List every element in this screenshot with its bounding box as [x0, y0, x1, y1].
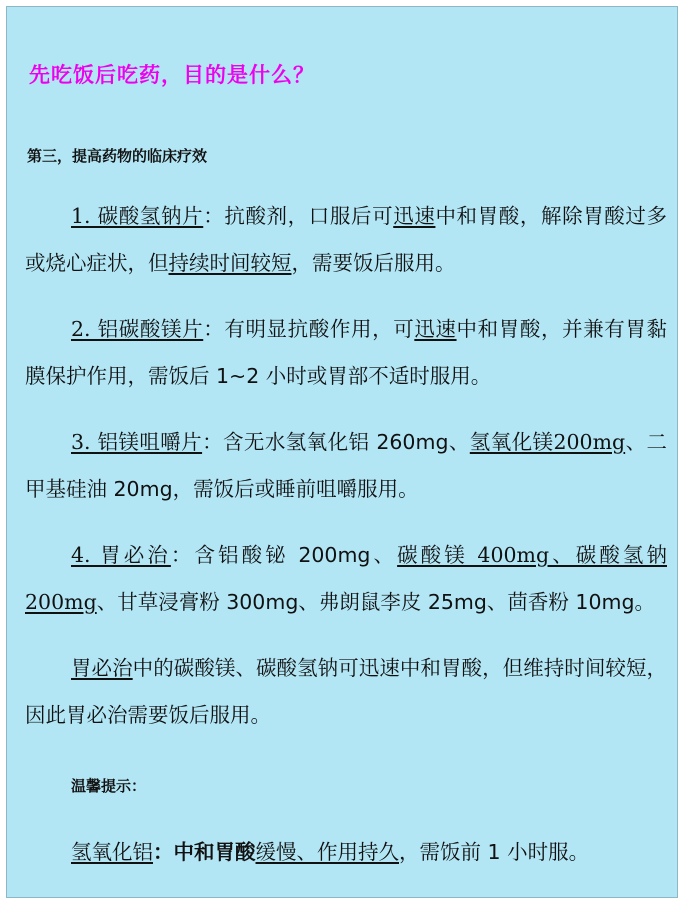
drug-name: 2. 铝碳酸镁片 — [71, 317, 204, 341]
item-text: ，解除胃酸过多或烧心症状，但 — [25, 204, 668, 275]
item-text: 中和胃酸 — [435, 204, 520, 228]
summary-text: 中的碳酸镁、碳酸氢钠可迅速中和胃酸，但维持时间较短，因此胃必治需要饭后服用。 — [25, 656, 668, 727]
tip-label: 温馨提示： — [71, 777, 147, 795]
underlined-text: 迅速 — [414, 317, 457, 341]
article-title: 先吃饭后吃药，目的是什么？ — [29, 62, 315, 87]
tip-text: ，需饭前 1 小时服。 — [399, 840, 590, 864]
item-hydrotalcite — [25, 306, 667, 400]
underlined-text: 氢氧化镁200mg — [469, 430, 626, 454]
item-text: 中和胃酸 — [456, 317, 541, 341]
item-text: ：有明显抗酸作用，可 — [203, 317, 415, 341]
section-heading: 第三，提高药物的临床疗效 — [27, 147, 208, 165]
item-weibizhi — [25, 532, 667, 626]
drug-name: 4. 胃必治 — [71, 543, 171, 567]
tip-paragraph — [71, 829, 589, 876]
item-chewable-tablet — [25, 419, 667, 513]
underlined-text: 缓慢、作用持久 — [255, 840, 399, 864]
summary-paragraph — [25, 645, 667, 739]
item-text: ：含无水氢氧化铝 260mg、 — [202, 430, 470, 454]
item-text: ，需要饭后服用。 — [291, 251, 456, 275]
item-text: 、二甲基硅油 20mg，需饭后或睡前咀嚼服用。 — [25, 430, 667, 501]
underlined-text: 胃必治 — [71, 656, 133, 680]
underlined-text: 碳酸镁 400mg、碳酸氢钠 200mg — [25, 543, 667, 614]
item-text: ：抗酸剂，口服后可 — [203, 204, 394, 228]
underlined-text: 持续时间较短 — [168, 251, 292, 275]
underlined-text: 迅速 — [393, 204, 436, 228]
item-text: ，并兼有胃黏膜保护作用，需饭后 1~2 小时或胃部不适时服用。 — [25, 317, 668, 388]
item-text: ：含铝酸铋 200mg、 — [170, 543, 398, 567]
article-card — [6, 6, 678, 898]
tip-text: ：中和胃酸 — [153, 840, 256, 864]
item-text: 、甘草浸膏粉 300mg、弗朗鼠李皮 25mg、茴香粉 10mg。 — [96, 590, 655, 614]
item-sodium-bicarbonate — [25, 193, 667, 287]
drug-name: 3. 铝镁咀嚼片 — [71, 430, 203, 454]
drug-name: 1. 碳酸氢钠片 — [71, 204, 204, 228]
drug-name: 氢氧化铝 — [71, 840, 153, 864]
